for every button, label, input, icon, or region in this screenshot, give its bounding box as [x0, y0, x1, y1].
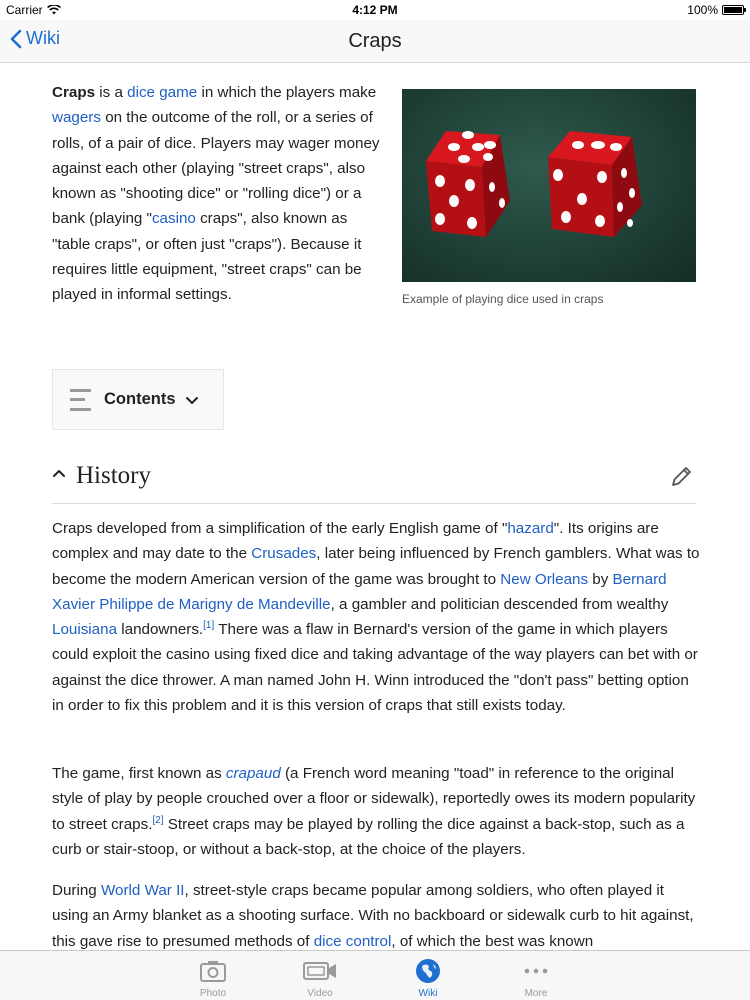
text: (a French word meaning "toad" in reference to the original style of play by people crouched over a floor or sidewalk), reportedly owes its modern popularity to street craps.: [52, 765, 696, 833]
video-icon: [303, 961, 337, 981]
link-crusades[interactable]: Crusades: [251, 545, 317, 563]
link-bernard-marigny[interactable]: Bernard Xavier Philippe de Marigny de Mandeville: [52, 570, 667, 613]
text: is a: [95, 84, 128, 101]
carrier-label: Carrier: [6, 3, 43, 17]
article-subject: Craps: [52, 84, 96, 101]
tab-label: Photo: [199, 988, 227, 999]
tab-label: Wiki: [418, 988, 438, 999]
link-casino[interactable]: casino: [151, 210, 196, 228]
link-dice-control[interactable]: dice control: [313, 932, 392, 950]
link-louisiana[interactable]: Louisiana: [52, 621, 118, 639]
list-icon: [70, 389, 91, 411]
battery-indicator: [687, 3, 744, 17]
link-crapaud[interactable]: crapaud: [225, 765, 281, 782]
page-title: Craps: [348, 30, 402, 52]
text: Craps developed from a simplification of the early English game of ": [52, 520, 508, 537]
text: The game, first known as: [52, 765, 226, 782]
tab-wiki[interactable]: [388, 957, 468, 999]
tab-video[interactable]: [280, 957, 360, 999]
history-paragraph-3: [52, 878, 702, 950]
tab-label: More: [524, 988, 548, 999]
link-new-orleans[interactable]: New Orleans: [500, 570, 589, 588]
battery-icon: [722, 5, 744, 15]
text: , later being influenced by French gamblers. What was to become the modern American version of the game was brought to: [52, 545, 700, 588]
text: by: [588, 570, 613, 588]
battery-percent: 100%: [687, 3, 718, 17]
text: , a gambler and politician descended from wealthy: [330, 595, 669, 613]
section-header-history: [52, 456, 696, 504]
link-dice-game[interactable]: dice game: [127, 84, 198, 101]
text: There was a flaw in Bernard's version of the game in which players could exploit the casino using fixed dice and taking advantage of the way players can bet with or against the dice thrower. A man named John H. Winn introduced the "don't pass" betting option in order to fix this problem and it is this version of craps that still exists today.: [52, 621, 698, 715]
history-paragraph-2: [52, 761, 702, 862]
chevron-up-icon[interactable]: [52, 468, 66, 478]
back-label: Wiki: [26, 28, 60, 48]
contents-label: Contents: [104, 390, 176, 408]
link-wagers[interactable]: wagers: [52, 109, 101, 127]
text: craps", also known as "table craps", or often just "craps"). Because it requires little equipment, "street craps" can be played in informal settings.: [52, 210, 362, 304]
text: on the outcome of the roll, or a series of rolls, of a pair of dice. Players may wager money against each other (playing "street craps", also known as "shooting dice" or "rolling dice") or a bank (playing ": [52, 109, 380, 228]
tab-bar: [0, 950, 750, 1000]
article-content[interactable]: [0, 64, 750, 950]
status-bar: [0, 0, 750, 20]
tab-photo[interactable]: [173, 957, 253, 999]
text: , of which the best was known: [391, 932, 594, 950]
reference-1[interactable]: [1]: [203, 620, 215, 632]
more-dots-icon: [523, 967, 549, 975]
figure-caption: Example of playing dice used in craps: [402, 292, 604, 306]
clock: 4:12 PM: [352, 3, 398, 17]
section-title: History: [76, 462, 151, 489]
reference-2[interactable]: [2]: [152, 814, 164, 826]
tab-label: Video: [307, 988, 333, 999]
link-world-war-ii[interactable]: World War II: [100, 882, 185, 899]
text: Street craps may be played by rolling the dice against a back-stop, such as a curb or stair-stoop, or without a back-stop, at the choice of the players.: [52, 815, 685, 858]
tab-more[interactable]: [496, 957, 576, 999]
text: During: [52, 882, 101, 899]
chevron-down-icon: [185, 396, 199, 406]
navigation-bar: [0, 20, 750, 63]
pencil-icon[interactable]: [670, 464, 694, 488]
globe-icon: [415, 958, 441, 984]
text: , street-style craps became popular among soldiers, who often played it using an Army blanket as a shooting surface. With no backboard or sidewalk curb to hit against, this gave rise to presumed methods of: [52, 882, 694, 950]
text: in which the players make: [197, 84, 377, 101]
lead-paragraph: [52, 80, 382, 308]
dice-image[interactable]: [402, 89, 696, 282]
history-paragraph-1: [52, 516, 702, 718]
link-hazard[interactable]: hazard: [507, 520, 554, 537]
text: ". Its origins are complex and may date to the: [52, 520, 659, 563]
dice-figure: [402, 89, 696, 306]
camera-icon: [200, 960, 226, 982]
text: landowners.: [117, 621, 204, 639]
dice-illustration: [402, 89, 696, 282]
contents-toggle[interactable]: [52, 369, 224, 430]
